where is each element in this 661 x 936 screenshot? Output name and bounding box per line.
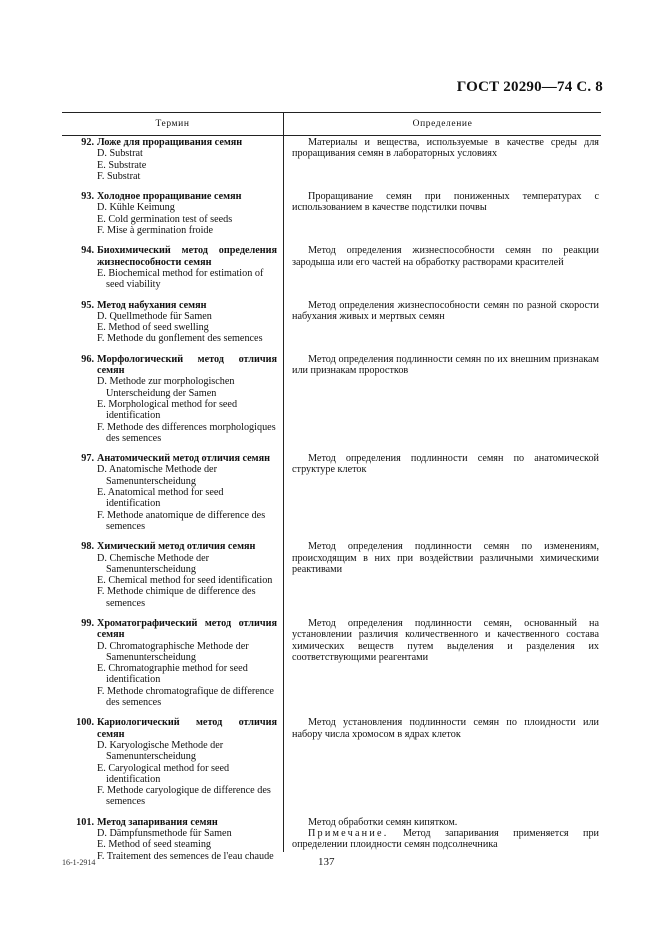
translation-line: E. Cold germination test of seeds — [97, 213, 233, 225]
term-title — [62, 191, 277, 202]
term-title — [62, 817, 277, 828]
translation-line: F. Methode des differences morphologiques des semences — [97, 421, 276, 444]
translation-line: D. Kühle Keimung — [97, 202, 175, 214]
page-number: 137 — [318, 856, 335, 868]
term-translations — [62, 464, 277, 532]
term-cell — [62, 191, 283, 236]
term-cell — [62, 618, 283, 708]
term-name: Морфологический метод отличия семян — [97, 353, 277, 377]
translation-line: D. Karyologische Methode der Samenunterscheidung — [97, 739, 224, 763]
term-title — [62, 245, 277, 268]
term-cell — [62, 541, 283, 609]
term-title — [62, 541, 277, 552]
term-entry — [62, 717, 601, 807]
definition-note — [292, 828, 599, 851]
translation-line: F. Methode chimique de difference des semences — [97, 586, 256, 609]
page-header: ГОСТ 20290—74 С. 8 — [456, 79, 603, 95]
term-entry — [62, 541, 601, 609]
term-cell — [62, 300, 283, 345]
translation-line: E. Anatomical method for seed identification — [97, 487, 224, 510]
term-entry — [62, 354, 601, 444]
definition-cell — [283, 618, 601, 708]
term-number: 92. — [81, 137, 94, 148]
definition-cell — [283, 717, 601, 807]
translation-line: F. Mise à germination froide — [97, 225, 214, 237]
definition-text: Метод определения подлинности семян по изменениям, происходящим в них при воздействии различными химическими реактивами — [292, 541, 599, 575]
term-number: 95. — [81, 299, 94, 311]
term-translations — [62, 148, 277, 182]
translation-line: D. Chromatographische Methode der Samenunterscheidung — [97, 640, 249, 663]
term-title — [62, 137, 277, 148]
definition-cell — [283, 541, 601, 609]
term-entry — [62, 245, 601, 290]
definition-text: Метод определения жизнеспособности семян по разной скорости набухания живых и мертвых семян — [292, 299, 599, 322]
definition-text: Метод обработки семян кипятком. — [308, 816, 458, 828]
translation-line: F. Methode caryologique de difference des semences — [97, 785, 271, 808]
term-translations — [62, 268, 277, 291]
term-entry — [62, 300, 601, 345]
term-cell — [62, 245, 283, 290]
term-number: 98. — [81, 541, 94, 553]
term-number: 99. — [81, 617, 94, 629]
term-translations — [62, 202, 277, 236]
term-name: Метод набухания семян — [97, 299, 207, 311]
definition-cell — [283, 137, 601, 182]
translation-line: E. Chemical method for seed identification — [97, 575, 273, 587]
definition-text: Метод определения подлинности семян по их внешним признакам или признакам проростков — [292, 353, 599, 377]
table-header — [62, 112, 601, 136]
term-title — [62, 618, 277, 641]
term-name: Кариологический метод отличия семян — [97, 717, 277, 740]
translation-line: D. Substrat — [97, 148, 143, 160]
term-entry — [62, 453, 601, 532]
term-number: 100. — [76, 717, 94, 729]
definition-text: Метод установления подлинности семян по плоидности или набору числа хромосом в ядрах клеток — [292, 717, 599, 740]
term-translations — [62, 311, 277, 345]
definition-text: Проращивание семян при пониженных температурах с использованием в качестве подстилки почвы — [292, 191, 599, 214]
term-entry — [62, 618, 601, 708]
term-translations — [62, 740, 277, 808]
term-number: 96. — [81, 353, 94, 365]
translation-line: F. Methode du gonflement des semences — [97, 333, 263, 345]
note-text: Метод запаривания применяется при определении плоидности семян подсолнечника — [292, 828, 599, 851]
term-entry — [62, 191, 601, 236]
definition-text: Метод определения подлинности семян по анатомической структуре клеток — [292, 453, 599, 476]
term-number: 97. — [81, 453, 94, 465]
term-number: 93. — [81, 191, 94, 203]
terms-table — [62, 137, 601, 862]
term-cell — [62, 137, 283, 182]
translation-line: D. Quellmethode für Samen — [97, 310, 212, 322]
term-translations — [62, 376, 277, 444]
translation-line: E. Method of seed swelling — [97, 322, 209, 334]
term-cell — [62, 453, 283, 532]
term-translations — [62, 641, 277, 709]
translation-line: F. Traitement des semences de l'eau chaude — [97, 850, 274, 862]
definition-cell — [283, 453, 601, 532]
translation-line: E. Substrate — [97, 159, 147, 171]
definition-text: Материалы и вещества, используемые в качестве среды для проращивания семян в лабораторных условиях — [292, 137, 599, 160]
translation-line: F. Methode anatomique de difference des semences — [97, 509, 266, 532]
term-cell — [62, 354, 283, 444]
definition-cell — [283, 245, 601, 290]
definition-cell — [283, 191, 601, 236]
definition-cell — [283, 300, 601, 345]
term-title — [62, 354, 277, 377]
term-name: Хроматографический метод отличия семян — [97, 617, 277, 641]
term-translations — [62, 553, 277, 609]
term-name: Анатомический метод отличия семян — [97, 453, 270, 465]
term-number: 101. — [76, 816, 94, 828]
translation-line: E. Caryological method for seed identification — [97, 762, 230, 785]
term-entry — [62, 137, 601, 182]
term-cell — [62, 717, 283, 807]
note-label: Примечание. — [308, 828, 389, 840]
translation-line: D. Methode zur morphologischen Unterscheidung der Samen — [97, 376, 235, 399]
term-number: 94. — [81, 245, 94, 257]
definition-text: Метод определения жизнеспособности семян по реакции зародыша или его частей на обработку растворами красителей — [292, 245, 599, 268]
term-name: Метод запаривания семян — [97, 816, 218, 828]
term-name: Ложе для проращивания семян — [97, 137, 243, 148]
translation-line: D. Dämpfunsmethode für Samen — [97, 828, 232, 840]
definition-text: Метод определения подлинности семян, основанный на установлении различия количественного и качественного состава химических веществ путем выделения и разделения их соответствующими реагентами — [292, 617, 599, 663]
translation-line: E. Morphological method for seed identification — [97, 398, 238, 422]
translation-line: E. Biochemical method for estimation of seed viability — [97, 267, 264, 291]
translation-line: E. Method of seed steaming — [97, 839, 212, 851]
term-name: Холодное проращивание семян — [97, 191, 242, 203]
translation-line: E. Chromatographie method for seed identification — [97, 663, 248, 686]
translation-line: F. Methode chromatografique de difference des semences — [97, 685, 274, 709]
print-code: 16-1-2914 — [62, 858, 96, 867]
term-title — [62, 453, 277, 464]
column-term-header: Термин — [62, 113, 284, 135]
translation-line: D. Anatomische Methode der Samenunterscheidung — [97, 464, 217, 487]
translation-line: D. Chemische Methode der Samenunterscheidung — [97, 552, 210, 575]
term-title — [62, 717, 277, 740]
term-cell — [62, 817, 283, 862]
translation-line: F. Substrat — [97, 170, 141, 182]
term-translations — [62, 828, 277, 862]
term-name: Биохимический метод определения жизнеспособности семян — [97, 245, 277, 268]
term-title — [62, 300, 277, 311]
definition-cell — [283, 354, 601, 444]
term-name: Химический метод отличия семян — [97, 541, 256, 553]
column-definition-header: Определение — [412, 119, 473, 129]
